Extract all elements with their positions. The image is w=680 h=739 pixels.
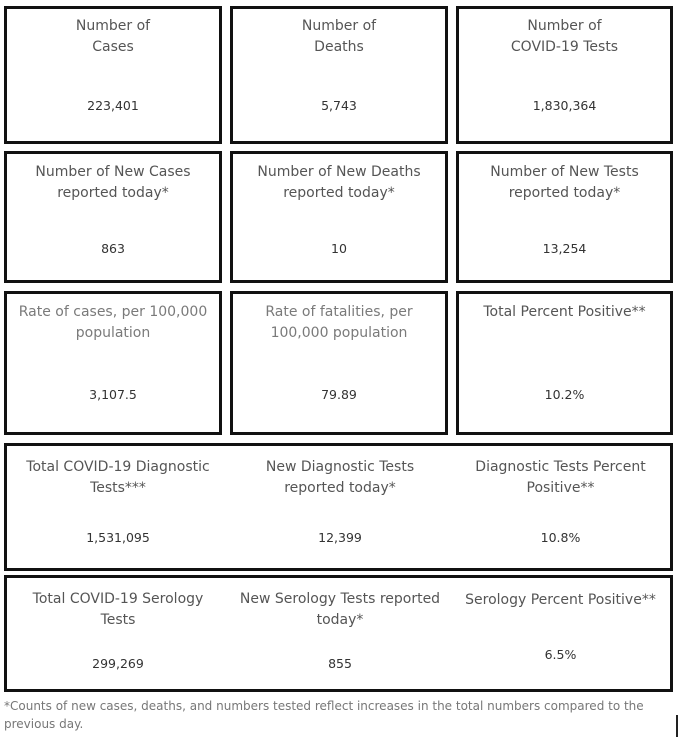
new-cases-value: 863 (101, 241, 125, 256)
serology-total-cell (7, 578, 229, 689)
diagnostic-new-cell (229, 446, 451, 568)
new-tests-value: 13,254 (542, 241, 587, 256)
new-tests-label: Number of New Tests reported today* (490, 164, 639, 201)
diagnostic-positive-value: 10.8% (540, 530, 581, 545)
case-rate-value: 3,107.5 (89, 387, 137, 402)
case-rate-label: Rate of cases, per 100,000 population (18, 304, 208, 341)
percent-positive-value: 10.2% (544, 387, 585, 402)
card-case-rate (4, 291, 222, 435)
percent-positive-label: Total Percent Positive** (483, 304, 646, 320)
tests-value: 1,830,364 (532, 98, 597, 113)
serology-positive-cell (451, 578, 670, 689)
new-deaths-label: Number of New Deaths reported today* (257, 164, 421, 201)
fatality-rate-label: Rate of fatalities, per 100,000 population (265, 304, 413, 341)
card-fatality-rate (230, 291, 448, 435)
card-new-deaths (230, 151, 448, 283)
diagnostic-total-value: 1,531,095 (86, 530, 150, 545)
deaths-label: Number of Deaths (301, 18, 377, 55)
footnote: *Counts of new cases, deaths, and numbers tested reflect increases in the total numbers compared to the previous day. (4, 699, 644, 731)
serology-new-value: 855 (328, 656, 352, 671)
scrollbar[interactable] (676, 715, 678, 737)
card-percent-positive (456, 291, 673, 435)
serology-positive-value: 6.5% (544, 647, 577, 662)
serology-new-label: New Serology Tests reported today* (239, 591, 441, 628)
serology-new-cell (229, 578, 451, 689)
cases-value: 223,401 (87, 98, 139, 113)
diagnostic-total-cell (7, 446, 229, 568)
diagnostic-total-label: Total COVID-19 Diagnostic Tests*** (26, 459, 210, 496)
card-deaths (230, 6, 448, 144)
card-diagnostic-tests (4, 443, 673, 571)
serology-positive-label: Serology Percent Positive** (465, 592, 656, 608)
card-cases (4, 6, 222, 144)
serology-total-label: Total COVID-19 Serology Tests (32, 591, 204, 628)
new-cases-label: Number of New Cases reported today* (35, 164, 191, 201)
new-deaths-value: 10 (331, 241, 347, 256)
card-serology-tests (4, 575, 673, 692)
card-new-tests (456, 151, 673, 283)
deaths-value: 5,743 (321, 98, 357, 113)
diagnostic-new-value: 12,399 (318, 530, 362, 545)
diagnostic-positive-cell (451, 446, 670, 568)
tests-label: Number of COVID-19 Tests (510, 18, 619, 55)
serology-total-value: 299,269 (92, 656, 144, 671)
cases-label: Number of Cases (75, 18, 151, 55)
diagnostic-positive-label: Diagnostic Tests Percent Positive** (475, 459, 646, 496)
card-tests (456, 6, 673, 144)
diagnostic-new-label: New Diagnostic Tests reported today* (265, 459, 415, 496)
fatality-rate-value: 79.89 (321, 387, 357, 402)
card-new-cases (4, 151, 222, 283)
